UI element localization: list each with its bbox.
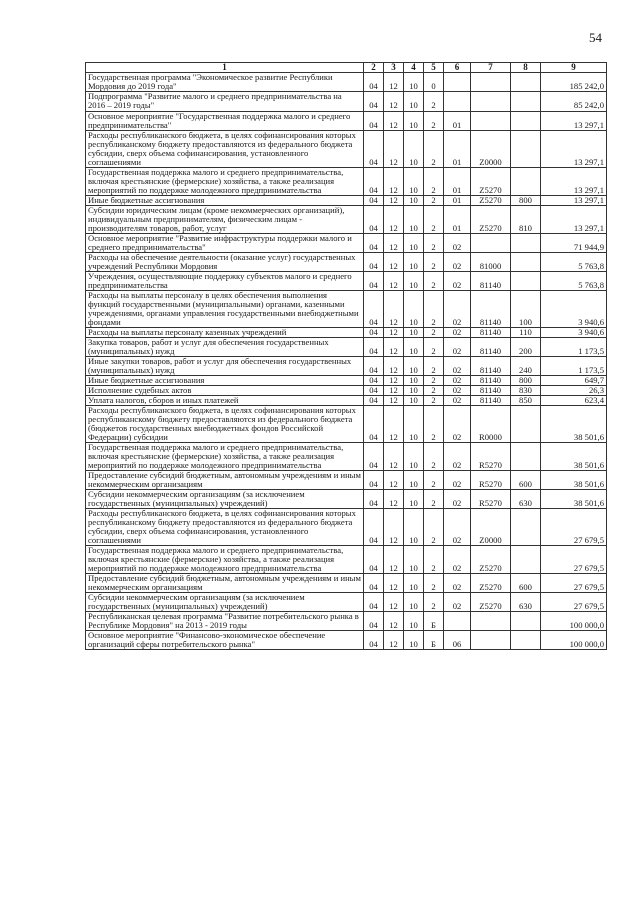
row-name-cell: Учреждения, осуществляющие поддержку субъектов малого и среднего предпринимательства: [86, 271, 364, 290]
col-3-cell: 12: [384, 73, 404, 92]
col-8-cell: 100: [511, 290, 541, 327]
sum-cell: 5 763,8: [541, 252, 607, 271]
col-7-cell: R0000: [471, 405, 511, 442]
table-row: [86, 509, 607, 546]
col-8-cell: [511, 111, 541, 130]
col-3-cell: 12: [384, 205, 404, 233]
col-7-cell: 81140: [471, 356, 511, 375]
col-6-cell: 01: [444, 130, 471, 167]
row-name-cell: Государственная поддержка малого и среднего предпринимательства, включая крестьянские (фермерские) хозяйства, а также реализация мероприятий по поддержке молодежного предпринимательства: [86, 546, 364, 574]
col-6-cell: 06: [444, 631, 471, 650]
header-cell: 4: [404, 63, 424, 73]
col-4-cell: 10: [404, 252, 424, 271]
col-5-cell: 2: [424, 233, 444, 252]
table-row: [86, 205, 607, 233]
col-3-cell: 12: [384, 612, 404, 631]
col-4-cell: 10: [404, 356, 424, 375]
table-row: [86, 327, 607, 337]
col-3-cell: 12: [384, 92, 404, 111]
col-5-cell: 2: [424, 111, 444, 130]
col-8-cell: [511, 252, 541, 271]
col-8-cell: [511, 631, 541, 650]
sum-cell: 100 000,0: [541, 631, 607, 650]
row-name-cell: Предоставление субсидий бюджетным, автономным учреждениям и иным некоммерческим организациям: [86, 471, 364, 490]
sum-cell: 27 679,5: [541, 574, 607, 593]
col-4-cell: 10: [404, 271, 424, 290]
sum-cell: 71 944,9: [541, 233, 607, 252]
col-8-cell: [511, 509, 541, 546]
col-2-cell: 04: [364, 405, 384, 442]
col-4-cell: 10: [404, 471, 424, 490]
table-row: [86, 233, 607, 252]
header-row: [86, 63, 607, 73]
col-4-cell: 10: [404, 337, 424, 356]
col-4-cell: 10: [404, 574, 424, 593]
col-3-cell: 12: [384, 233, 404, 252]
table-row: [86, 271, 607, 290]
col-8-cell: 630: [511, 490, 541, 509]
sum-cell: 5 763,8: [541, 271, 607, 290]
table-row: [86, 73, 607, 92]
col-6-cell: 02: [444, 593, 471, 612]
col-2-cell: 04: [364, 574, 384, 593]
table-row: [86, 443, 607, 471]
col-4-cell: 10: [404, 546, 424, 574]
col-7-cell: [471, 612, 511, 631]
col-2-cell: 04: [364, 356, 384, 375]
col-8-cell: 600: [511, 574, 541, 593]
sum-cell: 27 679,5: [541, 546, 607, 574]
sum-cell: 649,7: [541, 375, 607, 385]
col-6-cell: 02: [444, 490, 471, 509]
col-7-cell: R5270: [471, 490, 511, 509]
sum-cell: 13 297,1: [541, 195, 607, 205]
col-4-cell: 10: [404, 612, 424, 631]
table-row: [86, 356, 607, 375]
col-4-cell: 10: [404, 167, 424, 195]
row-name-cell: Субсидии некоммерческим организациям (за исключением государственных (муниципальных) учреждений): [86, 490, 364, 509]
col-5-cell: Б: [424, 612, 444, 631]
col-2-cell: 04: [364, 327, 384, 337]
col-2-cell: 04: [364, 195, 384, 205]
header-cell: 1: [86, 63, 364, 73]
row-name-cell: Расходы на выплаты персоналу в целях обеспечения выполнения функций государственными (муниципальными) органами, казенными учреждениями, органами управления государственными внебюджетными фондами: [86, 290, 364, 327]
sum-cell: 27 679,5: [541, 509, 607, 546]
col-7-cell: R5270: [471, 443, 511, 471]
col-7-cell: Z5270: [471, 205, 511, 233]
col-2-cell: 04: [364, 631, 384, 650]
col-7-cell: [471, 233, 511, 252]
col-8-cell: 810: [511, 205, 541, 233]
row-name-cell: Расходы на выплаты персоналу казенных учреждений: [86, 327, 364, 337]
row-name-cell: Подпрограмма "Развитие малого и среднего предпринимательства на 2016 – 2019 годы": [86, 92, 364, 111]
col-8-cell: [511, 546, 541, 574]
col-4-cell: 10: [404, 375, 424, 385]
col-3-cell: 12: [384, 271, 404, 290]
sum-cell: 27 679,5: [541, 593, 607, 612]
col-5-cell: 2: [424, 252, 444, 271]
col-5-cell: 2: [424, 490, 444, 509]
col-3-cell: 12: [384, 252, 404, 271]
col-8-cell: [511, 167, 541, 195]
row-name-cell: Закупка товаров, работ и услуг для обеспечения государственных (муниципальных) нужд: [86, 337, 364, 356]
col-8-cell: 110: [511, 327, 541, 337]
col-5-cell: 2: [424, 546, 444, 574]
col-5-cell: 2: [424, 356, 444, 375]
col-2-cell: 04: [364, 509, 384, 546]
col-2-cell: 04: [364, 73, 384, 92]
col-6-cell: 02: [444, 405, 471, 442]
col-6-cell: 02: [444, 385, 471, 395]
col-3-cell: 12: [384, 111, 404, 130]
col-8-cell: 830: [511, 385, 541, 395]
col-6-cell: 02: [444, 327, 471, 337]
col-4-cell: 10: [404, 593, 424, 612]
table-row: [86, 574, 607, 593]
sum-cell: 85 242,0: [541, 92, 607, 111]
col-7-cell: Z0000: [471, 130, 511, 167]
header-cell: 5: [424, 63, 444, 73]
col-5-cell: 2: [424, 130, 444, 167]
col-7-cell: 81140: [471, 290, 511, 327]
col-8-cell: 200: [511, 337, 541, 356]
col-3-cell: 12: [384, 385, 404, 395]
table-row: [86, 593, 607, 612]
sum-cell: 185 242,0: [541, 73, 607, 92]
table-row: [86, 92, 607, 111]
col-2-cell: 04: [364, 205, 384, 233]
sum-cell: 26,3: [541, 385, 607, 395]
budget-table: [85, 62, 607, 650]
col-2-cell: 04: [364, 271, 384, 290]
table-row: [86, 612, 607, 631]
sum-cell: 100 000,0: [541, 612, 607, 631]
row-name-cell: Предоставление субсидий бюджетным, автономным учреждениям и иным некоммерческим организациям: [86, 574, 364, 593]
col-7-cell: 81140: [471, 327, 511, 337]
col-7-cell: Z5270: [471, 195, 511, 205]
row-name-cell: Расходы республиканского бюджета, в целях софинансирования которых республиканскому бюджету предоставляются из федерального бюджета (бюджетов государственных внебюджетных фондов Российской Федерации) субсидии: [86, 405, 364, 442]
col-3-cell: 12: [384, 327, 404, 337]
col-8-cell: 240: [511, 356, 541, 375]
col-8-cell: 630: [511, 593, 541, 612]
col-2-cell: 04: [364, 546, 384, 574]
col-8-cell: [511, 130, 541, 167]
col-7-cell: Z5270: [471, 546, 511, 574]
col-4-cell: 10: [404, 395, 424, 405]
col-6-cell: [444, 612, 471, 631]
col-2-cell: 04: [364, 490, 384, 509]
table-row: [86, 111, 607, 130]
col-5-cell: 0: [424, 73, 444, 92]
col-6-cell: 01: [444, 195, 471, 205]
col-2-cell: 04: [364, 375, 384, 385]
table-row: [86, 546, 607, 574]
col-7-cell: 81140: [471, 395, 511, 405]
col-7-cell: Z5270: [471, 593, 511, 612]
col-6-cell: 02: [444, 356, 471, 375]
header-cell: 7: [471, 63, 511, 73]
row-name-cell: Основное мероприятие "Развитие инфраструктуры поддержки малого и среднего предпринимательства": [86, 233, 364, 252]
col-6-cell: 02: [444, 443, 471, 471]
col-3-cell: 12: [384, 574, 404, 593]
col-7-cell: 81140: [471, 375, 511, 385]
col-6-cell: 02: [444, 509, 471, 546]
col-5-cell: 2: [424, 395, 444, 405]
col-8-cell: 600: [511, 471, 541, 490]
table-row: [86, 130, 607, 167]
table-row: [86, 631, 607, 650]
col-3-cell: 12: [384, 290, 404, 327]
row-name-cell: Государственная поддержка малого и среднего предпринимательства, включая крестьянские (фермерские) хозяйства, а также реализация мероприятий по поддержке молодежного предпринимательства: [86, 443, 364, 471]
col-3-cell: 12: [384, 405, 404, 442]
col-2-cell: 04: [364, 233, 384, 252]
col-3-cell: 12: [384, 471, 404, 490]
table-row: [86, 195, 607, 205]
table-row: [86, 471, 607, 490]
col-2-cell: 04: [364, 111, 384, 130]
col-7-cell: R5270: [471, 471, 511, 490]
col-2-cell: 04: [364, 290, 384, 327]
sum-cell: 1 173,5: [541, 337, 607, 356]
col-3-cell: 12: [384, 546, 404, 574]
col-6-cell: 02: [444, 471, 471, 490]
col-4-cell: 10: [404, 385, 424, 395]
row-name-cell: Иные бюджетные ассигнования: [86, 375, 364, 385]
table-row: [86, 490, 607, 509]
col-8-cell: [511, 73, 541, 92]
header-cell: 6: [444, 63, 471, 73]
col-5-cell: 2: [424, 205, 444, 233]
col-6-cell: 02: [444, 395, 471, 405]
col-5-cell: 2: [424, 195, 444, 205]
col-5-cell: 2: [424, 92, 444, 111]
table-row: [86, 252, 607, 271]
col-8-cell: [511, 405, 541, 442]
row-name-cell: Государственная поддержка малого и среднего предпринимательства, включая крестьянские (фермерские) хозяйства, а также реализация мероприятий по поддержке молодежного предпринимательства: [86, 167, 364, 195]
col-6-cell: 02: [444, 337, 471, 356]
col-6-cell: 02: [444, 574, 471, 593]
col-4-cell: 10: [404, 443, 424, 471]
col-7-cell: Z0000: [471, 509, 511, 546]
col-4-cell: 10: [404, 490, 424, 509]
row-name-cell: Расходы на обеспечение деятельности (оказание услуг) государственных учреждений Республики Мордовия: [86, 252, 364, 271]
col-2-cell: 04: [364, 471, 384, 490]
col-4-cell: 10: [404, 233, 424, 252]
sum-cell: 13 297,1: [541, 205, 607, 233]
col-6-cell: 01: [444, 111, 471, 130]
row-name-cell: Субсидии юридическим лицам (кроме некоммерческих организаций), индивидуальным предпринимателям, физическим лицам - производителям товаров, работ, услуг: [86, 205, 364, 233]
col-4-cell: 10: [404, 205, 424, 233]
sum-cell: 13 297,1: [541, 130, 607, 167]
header-cell: 9: [541, 63, 607, 73]
col-8-cell: [511, 92, 541, 111]
col-4-cell: 10: [404, 92, 424, 111]
col-5-cell: 2: [424, 593, 444, 612]
row-name-cell: Исполнение судебных актов: [86, 385, 364, 395]
col-5-cell: 2: [424, 574, 444, 593]
table-row: [86, 337, 607, 356]
col-6-cell: 02: [444, 290, 471, 327]
col-6-cell: 02: [444, 252, 471, 271]
col-2-cell: 04: [364, 593, 384, 612]
col-3-cell: 12: [384, 337, 404, 356]
sum-cell: 13 297,1: [541, 111, 607, 130]
col-7-cell: Z5270: [471, 574, 511, 593]
row-name-cell: Основное мероприятие "Государственная поддержка малого и среднего предпринимательства": [86, 111, 364, 130]
table-row: [86, 405, 607, 442]
col-3-cell: 12: [384, 631, 404, 650]
col-5-cell: 2: [424, 271, 444, 290]
col-5-cell: 2: [424, 337, 444, 356]
col-4-cell: 10: [404, 73, 424, 92]
sum-cell: 13 297,1: [541, 167, 607, 195]
col-2-cell: 04: [364, 252, 384, 271]
col-6-cell: 02: [444, 546, 471, 574]
col-5-cell: 2: [424, 327, 444, 337]
table-row: [86, 395, 607, 405]
table-row: [86, 375, 607, 385]
col-5-cell: 2: [424, 405, 444, 442]
col-5-cell: Б: [424, 631, 444, 650]
row-name-cell: Республиканская целевая программа "Развитие потребительского рынка в Республике Мордовия" на 2013 - 2019 годы: [86, 612, 364, 631]
col-7-cell: 81140: [471, 271, 511, 290]
col-4-cell: 10: [404, 405, 424, 442]
col-4-cell: 10: [404, 130, 424, 167]
col-2-cell: 04: [364, 385, 384, 395]
col-5-cell: 2: [424, 509, 444, 546]
sum-cell: 38 501,6: [541, 471, 607, 490]
col-6-cell: 01: [444, 167, 471, 195]
col-6-cell: 02: [444, 375, 471, 385]
col-8-cell: [511, 443, 541, 471]
table-body: [86, 73, 607, 650]
col-3-cell: 12: [384, 375, 404, 385]
col-7-cell: 81140: [471, 385, 511, 395]
col-2-cell: 04: [364, 612, 384, 631]
col-7-cell: [471, 631, 511, 650]
table-row: [86, 290, 607, 327]
row-name-cell: Основное мероприятие "Финансово-экономическое обеспечение организаций сферы потребительского рынка": [86, 631, 364, 650]
col-3-cell: 12: [384, 443, 404, 471]
row-name-cell: Субсидии некоммерческим организациям (за исключением государственных (муниципальных) учреждений): [86, 593, 364, 612]
col-8-cell: [511, 271, 541, 290]
header-cell: 2: [364, 63, 384, 73]
col-5-cell: 2: [424, 375, 444, 385]
col-4-cell: 10: [404, 290, 424, 327]
col-3-cell: 12: [384, 509, 404, 546]
row-name-cell: Расходы республиканского бюджета, в целях софинансирования которых республиканскому бюджету предоставляются из федерального бюджета субсидии, сверх объема софинансирования, установленного соглашениями: [86, 130, 364, 167]
header-cell: 3: [384, 63, 404, 73]
col-3-cell: 12: [384, 395, 404, 405]
col-3-cell: 12: [384, 593, 404, 612]
col-2-cell: 04: [364, 167, 384, 195]
col-4-cell: 10: [404, 327, 424, 337]
col-6-cell: [444, 92, 471, 111]
table-row: [86, 385, 607, 395]
col-7-cell: [471, 92, 511, 111]
col-3-cell: 12: [384, 490, 404, 509]
col-5-cell: 2: [424, 385, 444, 395]
col-8-cell: [511, 233, 541, 252]
col-5-cell: 2: [424, 471, 444, 490]
page-number: 54: [589, 30, 602, 45]
col-2-cell: 04: [364, 395, 384, 405]
col-2-cell: 04: [364, 443, 384, 471]
col-6-cell: 02: [444, 271, 471, 290]
col-6-cell: 02: [444, 233, 471, 252]
sum-cell: 3 940,6: [541, 290, 607, 327]
col-4-cell: 10: [404, 509, 424, 546]
col-7-cell: 81000: [471, 252, 511, 271]
col-3-cell: 12: [384, 167, 404, 195]
col-4-cell: 10: [404, 631, 424, 650]
col-7-cell: 81140: [471, 337, 511, 356]
sum-cell: 38 501,6: [541, 490, 607, 509]
col-5-cell: 2: [424, 443, 444, 471]
col-5-cell: 2: [424, 290, 444, 327]
col-3-cell: 12: [384, 356, 404, 375]
col-4-cell: 10: [404, 111, 424, 130]
sum-cell: 1 173,5: [541, 356, 607, 375]
col-2-cell: 04: [364, 130, 384, 167]
col-3-cell: 12: [384, 195, 404, 205]
sum-cell: 3 940,6: [541, 327, 607, 337]
col-5-cell: 2: [424, 167, 444, 195]
sum-cell: 38 501,6: [541, 405, 607, 442]
sum-cell: 38 501,6: [541, 443, 607, 471]
col-6-cell: 01: [444, 205, 471, 233]
col-2-cell: 04: [364, 337, 384, 356]
table-row: [86, 167, 607, 195]
row-name-cell: Иные бюджетные ассигнования: [86, 195, 364, 205]
col-2-cell: 04: [364, 92, 384, 111]
col-4-cell: 10: [404, 195, 424, 205]
row-name-cell: Государственная программа "Экономическое развитие Республики Мордовия до 2019 года": [86, 73, 364, 92]
col-6-cell: [444, 73, 471, 92]
col-8-cell: 800: [511, 375, 541, 385]
header-cell: 8: [511, 63, 541, 73]
col-3-cell: 12: [384, 130, 404, 167]
row-name-cell: Расходы республиканского бюджета, в целях софинансирования которых республиканскому бюджету предоставляются из федерального бюджета субсидии, сверх объема софинансирования, установленного соглашениями: [86, 509, 364, 546]
row-name-cell: Иные закупки товаров, работ и услуг для обеспечения государственных (муниципальных) нужд: [86, 356, 364, 375]
sum-cell: 623,4: [541, 395, 607, 405]
col-8-cell: 850: [511, 395, 541, 405]
col-8-cell: [511, 612, 541, 631]
col-7-cell: [471, 111, 511, 130]
col-7-cell: Z5270: [471, 167, 511, 195]
col-8-cell: 800: [511, 195, 541, 205]
row-name-cell: Уплата налогов, сборов и иных платежей: [86, 395, 364, 405]
col-7-cell: [471, 73, 511, 92]
